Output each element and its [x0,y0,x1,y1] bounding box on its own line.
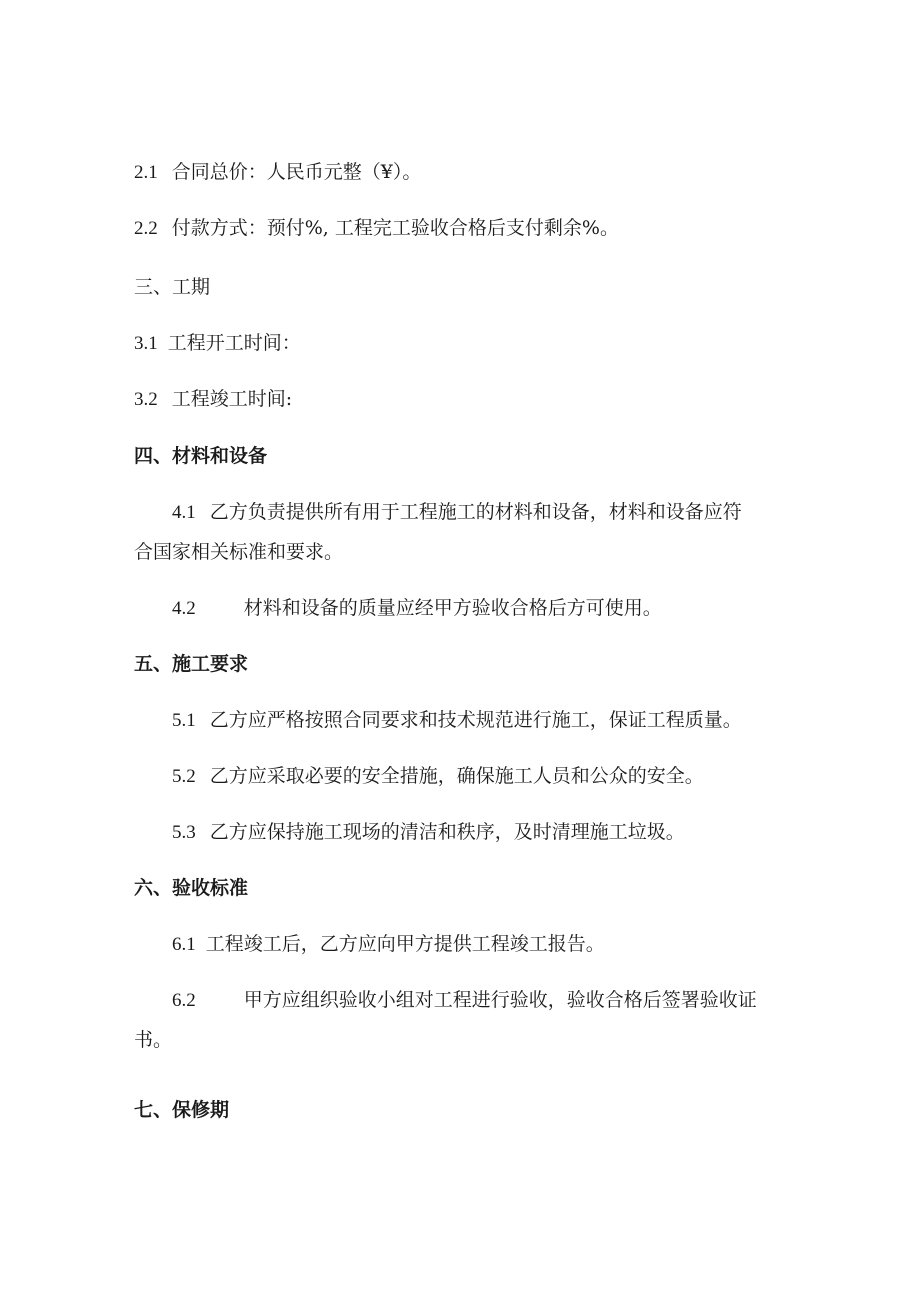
clause-number: 3.2 [134,389,158,410]
clause-text: 甲方应组织验收小组对工程进行验收，验收合格后签署验收证 [243,989,757,1011]
clause-number: 5.2 [172,766,196,787]
clause-number: 6.1 [172,934,196,955]
clause-2-1 [134,155,790,190]
clause-4-1-continuation: 合国家相关标准和要求。 [134,541,344,563]
clause-5-3 [134,815,790,850]
clause-6-2 [134,983,790,1018]
section-heading-3: 三、工期 [134,276,211,298]
clause-number: 5.3 [172,822,196,843]
clause-5-1 [134,703,790,738]
section-heading-7: 七、保修期 [134,1099,230,1121]
clause-number: 4.2 [172,598,196,619]
clause-text: 付款方式：预付%, 工程完工验收合格后支付剩余%。 [171,217,619,239]
clause-text: 工程竣工后，乙方应向甲方提供工程竣工报告。 [205,933,605,955]
clause-text: 乙方负责提供所有用于工程施工的材料和设备，材料和设备应符 [209,501,742,523]
clause-number: 2.1 [134,162,158,183]
clause-3-1 [134,326,790,361]
section-heading-4: 四、材料和设备 [134,445,268,467]
clause-5-2 [134,759,790,794]
clause-4-1 [134,495,790,530]
clause-text: 乙方应严格按照合同要求和技术规范进行施工，保证工程质量。 [209,709,742,731]
clause-number: 3.1 [134,333,158,354]
clause-3-2 [134,382,790,417]
clause-text: 乙方应采取必要的安全措施，确保施工人员和公众的安全。 [209,765,704,787]
clause-number: 6.2 [172,990,196,1011]
clause-text: 材料和设备的质量应经甲方验收合格后方可使用。 [243,597,662,619]
clause-6-2-continuation: 书。 [134,1029,173,1051]
section-heading-6: 六、验收标准 [134,877,249,899]
section-heading-5: 五、施工要求 [134,653,249,675]
clause-4-2 [134,591,790,626]
clause-text: 工程竣工时间: [171,388,293,410]
clause-number: 5.1 [172,710,196,731]
clause-number: 2.2 [134,218,158,239]
clause-2-2 [134,211,790,246]
clause-6-1 [134,927,790,962]
clause-text: 合同总价：人民币元整（¥）。 [171,161,422,183]
clause-number: 4.1 [172,502,196,523]
clause-text: 工程开工时间： [167,332,301,354]
clause-text: 乙方应保持施工现场的清洁和秩序，及时清理施工垃圾。 [209,821,685,843]
